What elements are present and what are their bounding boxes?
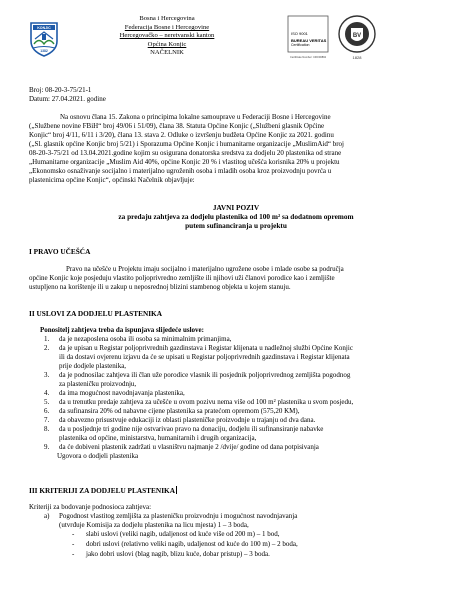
- condition-4-number: 4.: [44, 389, 50, 397]
- bv-cert-number: Certificate Number: CRO00892: [290, 56, 327, 59]
- call-subtitle-1: za predaju zahtjeva za dodjelu plastenika od 100 m² sa dodatnom opremom: [118, 212, 354, 221]
- section-1-line-2: općine Konjic koje posjeduju vlastito poljoprivredno zemljište ili njihovi uži članovi porodice kao i zemljište: [29, 274, 335, 282]
- section-1-line-3: ustupljeno na korištenje ili u zakup u neposrednoj blizini stambenog objekta u kojem stanuju.: [29, 283, 291, 291]
- intro-line-8: plastenicima općine Konjic“, općinski Načelnik objavljuje:: [29, 176, 195, 184]
- header-canton: Hercegovačko – neretvanski kanton: [119, 32, 215, 39]
- condition-3-number: 3.: [44, 371, 50, 379]
- criterion-a-option-1: slabi uslovi (veliki nagib, udaljenost od kuće više od 200 m) – 1 bod,: [86, 530, 280, 538]
- condition-9-line-1: da će dobiveni plastenik zadržati u vlasništvu najmanje 2 /dvije/ godine od dana potpisivanja: [59, 443, 319, 451]
- bullet-dash-3: -: [72, 550, 75, 558]
- section-3-intro: Kriteriji za bodovanje podnosioca zahtjeva:: [29, 503, 152, 511]
- condition-8-line-1: da u posljednje tri godine nije ostvarivao pravo na donaciju, dodjelu ili sufinansiranje nabavke: [59, 425, 324, 433]
- condition-6-text: da sufinansira 20% od nabavne cijene plastenika sa pratećom opremom (575,20 KM),: [59, 407, 300, 415]
- intro-line-3: Konjic“ broj 4/11, 6/11 i 3/20), člana 13. stava 2. Odluke o izvršenju budžeta Općine Konjic za 2021. godinu: [29, 131, 334, 139]
- document-date: Datum: 27.04.2021. godine: [29, 95, 106, 103]
- intro-line-2: („Službene novine FBiH“ broj 49/06 i 51/09), člana 38. Statuta Općine Konjic („Službeni glasnik Općine: [29, 122, 325, 130]
- condition-3-line-1: da je podnosilac zahtjeva ili član uže porodice vlasnik ili posjednik poljoprivrednog zemljišta pogodnog: [59, 371, 351, 379]
- condition-5-text: da u trenutku predaje zahtjeva za učešće u ovom pozivu nema više od 100 m² plastenika u svom posjedu,: [59, 398, 354, 406]
- intro-line-5: 08-20-3-75/21 od 13.04.2021.godine kojim su osigurana donatorska sredstva za dodjelu 20 plastenika od strane: [29, 149, 342, 157]
- svg-text:1382: 1382: [40, 49, 48, 53]
- condition-8-line-2: plastenika od općine, ministarstva, humanitarnih i drugih organizacija,: [59, 434, 257, 442]
- header-country: Bosna i Hercegovina: [139, 15, 195, 22]
- condition-7-number: 7.: [44, 416, 50, 424]
- criterion-a-option-3: jako dobri uslovi (blag nagib, blizu kuće, dobar pristup) – 3 boda.: [86, 550, 270, 558]
- svg-text:1828: 1828: [352, 55, 362, 60]
- section-1-heading: I PRAVO UČEŠĆA: [29, 247, 91, 256]
- intro-line-1: Na osnovu člana 15. Zakona o principima lokalne samouprave u Federaciji Bosne i Hercegovine: [60, 113, 331, 121]
- condition-2-line-2: ili da dostavi ovjerenu izjavu da će se upisati u Registar poljoprivrednih gazdinstava i Registar klijenata: [59, 353, 350, 361]
- konjic-coat-of-arms-logo: [29, 17, 59, 57]
- section-1-line-1: Pravo na učešće u Projektu imaju socijalno i materijalno ugrožene osobe i mlade osobe sa područja: [66, 265, 344, 273]
- iso-certification-logo: [287, 12, 379, 64]
- call-title: JAVNI POZIV: [212, 203, 260, 212]
- condition-2-line-3: prije dodjele plastenika,: [59, 362, 127, 370]
- condition-9-number: 9.: [44, 443, 50, 451]
- call-subtitle-2: putem sufinanciranja u projektu: [185, 221, 287, 230]
- criterion-a-label: a): [44, 512, 50, 520]
- condition-2-number: 2.: [44, 344, 50, 352]
- bullet-dash-2: -: [72, 540, 75, 548]
- condition-9-line-2: Ugovora o dodjeli plastenika: [57, 452, 139, 460]
- section-2-heading: II USLOVI ZA DODJELU PLASTENIKA: [29, 309, 162, 318]
- bullet-dash-1: -: [72, 530, 75, 538]
- condition-1-number: 1.: [44, 335, 50, 343]
- svg-text:BV: BV: [352, 33, 362, 39]
- criterion-a-option-2: dobri uslovi (relativno veliki nagib, udaljenost od kuće do 100 m) – 2 boda,: [86, 540, 298, 548]
- criterion-a-line-1: Pogodnost vlastitog zemljišta za plasteničku proizvodnju i mogućnost navodnjavanja: [59, 512, 298, 520]
- intro-line-6: „Humanitarne organizacije „Muslim Aid 40%, općine Konjic 20 % i vlastitog učešća korisnika 20% u projektu: [29, 158, 340, 166]
- criterion-a-line-2: (utvrđuje Komisija za dodjelu plastenika na licu mjesta) 1 – 3 boda,: [59, 521, 249, 529]
- section-2-subheading: Ponositelj zahtjeva treba da ispunjava slijedeće uslove:: [40, 326, 204, 334]
- intro-line-7: „Ekonomsko osnaživanje socijalno i materijalno ugroženih osoba i mladih osoba kroz proizvodnju povrća u: [29, 167, 332, 175]
- header-federation: Federacija Bosne i Hercegovine: [124, 24, 210, 31]
- condition-5-number: 5.: [44, 398, 50, 406]
- bv-subtitle: Certification: [291, 43, 310, 47]
- condition-1-text: da je nezaposlena osoba ili osoba sa minimalnim primanjima,: [59, 335, 232, 343]
- condition-7-text: da obavezno prisustvuje edukaciji iz oblasti plasteničke proizvodnje u trajanju od dva dana.: [59, 416, 316, 424]
- header-mayor: NAČELNIK: [150, 49, 184, 56]
- text-cursor: [176, 486, 177, 494]
- iso-label: ISO 9001: [291, 31, 308, 36]
- bv-company: BUREAU VERITAS: [291, 38, 327, 43]
- document-number: Broj: 08-20-3-75/21-1: [29, 86, 92, 94]
- condition-6-number: 6.: [44, 407, 50, 415]
- condition-4-text: da ima mogućnost navodnjavanja plastenika,: [59, 389, 185, 397]
- condition-8-number: 8.: [44, 425, 50, 433]
- section-3-heading: III KRITERIJI ZA DODJELU PLASTENIKA: [29, 486, 175, 495]
- condition-2-line-1: da je upisan u Registar poljoprivrednih gazdinstava i Registar klijenata u nadležnoj službi Općine Konjic: [59, 344, 353, 352]
- header-municipality: Općina Konjic: [147, 41, 187, 48]
- intro-line-4: („Sl. glasnik općine Konjic broj 5/21) i Sporazuma Općine Konjic i humanitarne organizacije „MuslimAid“ broj: [29, 140, 344, 148]
- condition-3-line-2: za plasteničku proizvodnju,: [59, 380, 137, 388]
- svg-text:KONJIC: KONJIC: [37, 26, 51, 30]
